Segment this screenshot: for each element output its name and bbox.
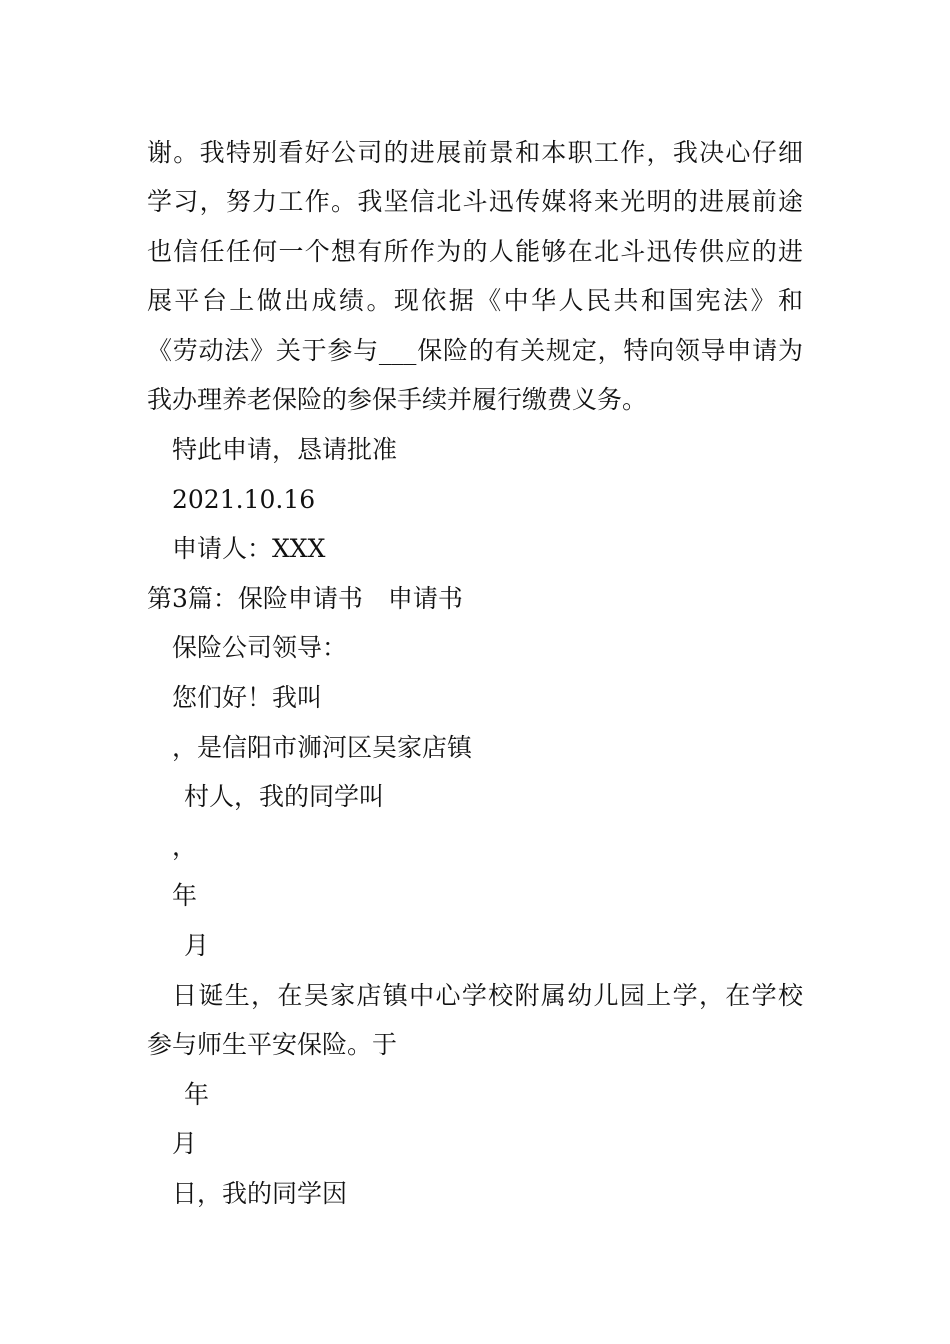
paragraph-line: 年 (172, 881, 198, 910)
paragraph-line: 学习，努力工作。我坚信北斗迅传媒将来光明的进展前途 (147, 187, 803, 216)
paragraph-line: 月 (172, 1129, 198, 1158)
salutation: 保险公司领导： (172, 633, 348, 662)
paragraph-line: 村人，我的同学叫 (184, 782, 385, 811)
section-heading: 第3篇：保险申请书 申请书 (147, 584, 463, 613)
paragraph-line: 我办理养老保险的参保手续并履行缴费义务。 (147, 385, 648, 414)
paragraph-line: 参与师生平安保险。于 (147, 1030, 398, 1059)
paragraph-line: 日诞生，在吴家店镇中心学校附属幼儿园上学，在学校 (172, 981, 803, 1010)
applicant-line: 申请人：XXX (172, 534, 326, 563)
paragraph-line: ，是信阳市浉河区吴家店镇 (172, 733, 473, 762)
paragraph-line: 您们好！我叫 (172, 683, 323, 712)
paragraph-line: 年 (184, 1080, 210, 1109)
paragraph-line: ， (172, 832, 198, 861)
closing-request: 特此申请，恳请批准 (172, 435, 398, 464)
paragraph-line: 月 (184, 931, 210, 960)
paragraph-line: 《劳动法》关于参与___保险的有关规定，特向领导申请为 (147, 336, 803, 365)
paragraph-line: 也信任任何一个想有所作为的人能够在北斗迅传供应的进 (147, 237, 803, 266)
paragraph-line: 展平台上做出成绩。现依据《中华人民共和国宪法》和 (147, 286, 803, 315)
paragraph-line: 日，我的同学因 (172, 1179, 348, 1208)
paragraph-line: 谢。我特别看好公司的进展前景和本职工作，我决心仔细 (147, 138, 803, 167)
date-line: 2021.10.16 (172, 485, 316, 514)
